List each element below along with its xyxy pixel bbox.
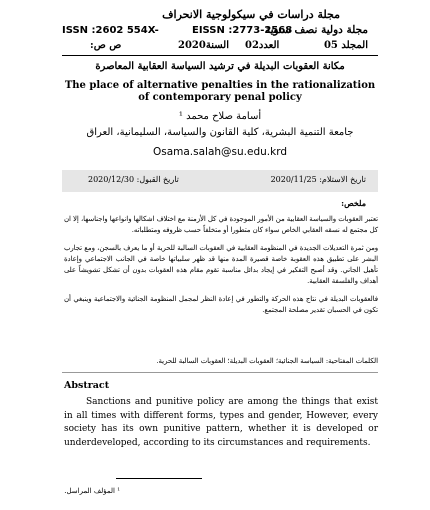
abstract-label: Abstract [64,380,110,391]
summary-rule [62,372,378,373]
journal-type: مجلة دولية نصف سنوية [264,24,368,36]
summary-paragraph: فالعقوبات البديلة في نتاج هذه الحركة والتطور في إعادة النظر لمجمل المنظومة الجنائية والاجتماعية وينبغي أن تكون في الحسبان تقدير مصلحة المجتمع. [64,295,378,314]
footnote-rule [116,478,202,479]
summary-label: ملخص: [341,198,366,208]
title-arabic: مكانة العقوبات البديلة في ترشيد السياسة العقابية المعاصرة [95,61,345,72]
year: السنة2020 [178,40,229,51]
volume: المجلد 05 [323,40,368,51]
journal-title: مجلة دراسات في سيكولوجية الانحراف [162,8,340,21]
summary-paragraph: تعتبر العقوبات والسياسة العقابية من الأمور الموجودة في كل الأزمنة مع اختلاف اشكالها وانواعها واجناسها، إلا ان كل مجتمع له نسقه العقابي الخاص سواء كان متطورا أو متخلفاً حسب ظروفه ومتطلباته. [64,215,378,234]
affiliation: جامعة التنمية البشرية، كلية القانون والسياسة، السليمانية، العراق [86,127,354,138]
abstract-body: Sanctions and punitive policy are among the things that exist in all times with different forms, types and gender, However, every society has its own punitive pattern, whether it is developed or underdeveloped, according to its circumstances and requirements. [64,397,378,448]
title-english: The place of alternative penalties in the rationalization of contemporary penal policy [64,80,376,103]
footnote: ¹ المؤلف المراسل. [64,487,120,495]
date-received: تاريخ الاستلام: 2020/11/25 [270,175,366,184]
date-accepted: تاريخ القبول: 2020/12/30 [88,175,179,184]
eissn: EISSN :2773-2568 [192,25,293,36]
author-name: أسامة صلاح محمد ¹ [178,111,262,122]
keywords: الكلمات المفتاحية: السياسة الجنائية؛ العقوبات البديلة؛ العقوبات السالبة للحرية. [156,357,378,365]
author-email[interactable]: Osama.salah@su.edu.krd [152,146,288,158]
summary-body [64,214,378,316]
summary-paragraph: ومن ثمرة التعديلات الجديدة في المنظومة العقابية في العقوبات السالبة للحرية أو ما يعرف بالسجن، ومع تجارب البشر على تطبيق هذه العقوبة خاصة قصيرة المدة منها قد ظهر سلبياتها خاصة في الجانب الاجتماعي وإعادة تأهيل الجاني. وقد أصبح التفكير في إيجاد بدائل مناسبة تقوم مقام هذه العقوبات بدون أن تشكل تشويشاً على أهداف والفلسفة العقابية. [64,244,378,285]
issue: العدد02 [245,40,280,51]
header-rule [62,55,378,56]
pages: ص ص: [90,40,122,51]
issn: ISSN :2602 554X- [62,25,159,36]
